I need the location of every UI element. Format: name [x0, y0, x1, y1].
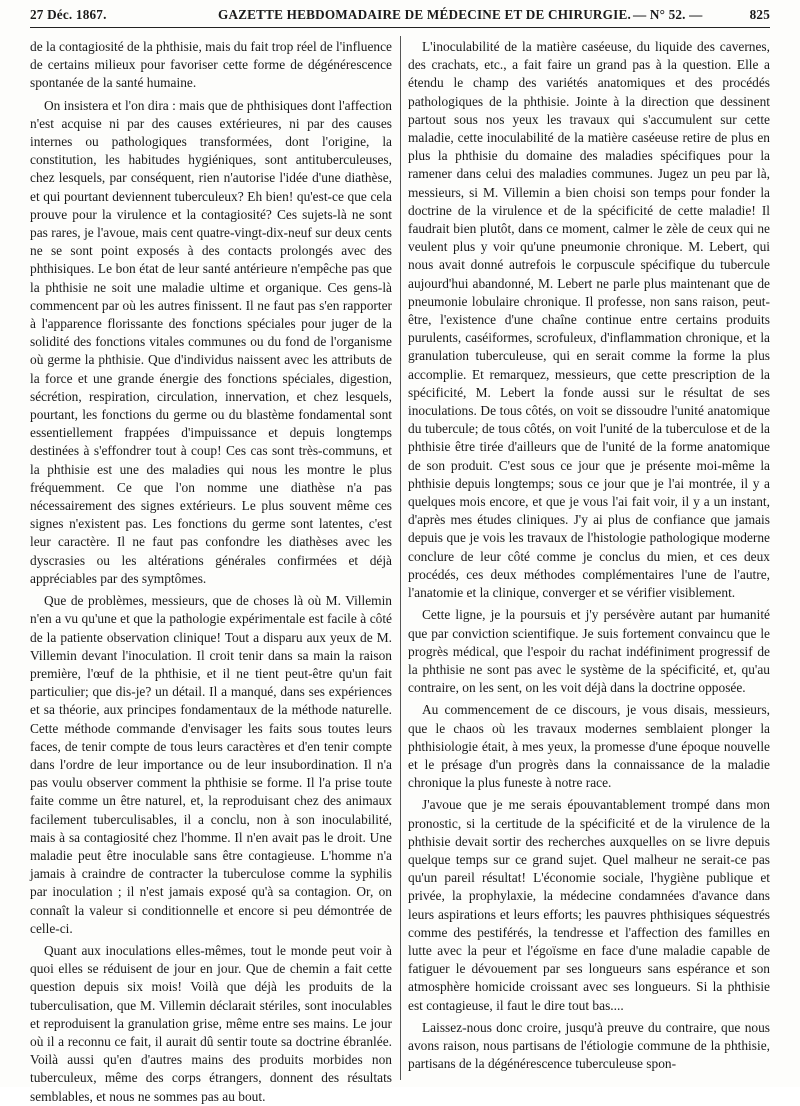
paragraph: Cette ligne, je la poursuis et j'y persévère autant par humanité que par conviction scientifique. Je suis fortement convaincu que le progrès médical, que l'espoir du rachat indéfiniment progressif de la phthisie ne sont pas avec le système de la spécificité, et, qu'au contraire, on les sent, on les voit déjà dans la doctrine opposée.	[408, 607, 770, 696]
header-date: 27 Déc. 1867.	[30, 7, 107, 22]
running-header	[30, 3, 770, 28]
paragraph: Que de problèmes, messieurs, que de choses là où M. Villemin n'en a vu qu'une et que la pathologie expérimentale est facile à côté de la patiente observation clinique! Tout a disparu aux yeux de M. Villemin devant l'inoculation. Il croit tenir dans sa main la raison première, l'œuf de la phthisie, et il ne tient peut-être qu'un fait particulier; que dis-je? un détail. Il a manqué, dans ses expériences et sa théorie, aux principes fondamentaux de la méthode naturelle. Cette méthode commande d'envisager les faits sous toutes leurs faces, de tenir compte de tous leurs caractères et d'en tenir compte dans l'ordre de leur importance ou de leur insubordination. Il n'a pas voulu observer comment la phthisie se forme. Il l'a prise toute faite comme un être naturel, et, la reproduisant chez des animaux facilement tuberculisables, il a conclu, non à son inoculabilité, mais à sa contagiosité chez l'homme. Il n'en avait pas le droit. Une maladie peut être inoculable sans être contagieuse. L'homme n'a jamais à craindre de contracter la tuberculose comme la syphilis par inoculation ; il n'est jamais exposé qu'à sa contagion. Or, on connaît la valeur si conditionnelle et encore si peu démontrée de celle-ci.	[30, 593, 392, 936]
header-page-number: 825	[749, 7, 770, 22]
right-column	[408, 38, 770, 1078]
column-divider	[400, 36, 401, 1080]
paragraph: de la contagiosité de la phthisie, mais du fait trop réel de l'influence de certains milieux pour favoriser cette forme de dégénérescence spontanée de la santé humaine.	[30, 39, 392, 91]
paragraph: Laissez-nous donc croire, jusqu'à preuve du contraire, que nous avons raison, nous partisans de l'étiologie commune de la phthisie, partisans de la dégénérescence tuberculeuse spon-	[408, 1019, 770, 1072]
paragraph: Au commencement de ce discours, je vous disais, messieurs, que le chaos où les travaux modernes semblaient plonger la phthisiologie était, à mes yeux, la promesse d'une époque nouvelle et le présage d'un progrès dans la connaissance de la maladie chronique la plus funeste à notre race.	[408, 702, 770, 791]
paragraph: L'inoculabilité de la matière caséeuse, du liquide des cavernes, des crachats, etc., a fait faire un grand pas à la question. Elle a étendu le champ des variétés anatomiques et des procédés pathologiques de la phthisie. Jointe à la direction que dessinent partout sous nos yeux les travaux qui s'accumulent sur cette maladie, cette inoculabilité de la matière caséeuse retire de plus en plus la phthisie du domaine des maladies spécifiques pour la ramener dans celui des maladies communes. Jugez un peu par là, messieurs, si M. Villemin a bien choisi son temps pour fonder la doctrine de la virulence et de la spécificité de cette maladie! Il faudrait bien plutôt, dans ce moment, calmer le zèle de ceux qui ne veulent plus y voir qu'une pneumonie chronique. M. Lebert, qui nous avait donné autrefois le corpuscule spécifique du tubercule aujourd'hui abandonné, M. Lebert ne parle plus maintenant que de pneumonie lobulaire chronique. Il professe, non sans raison, peut-être, l'existence d'une chaîne continue entre certains produits purulents, caséiformes, scrofuleux, d'inflammation chronique, et la granulation tuberculeuse, qui en serait comme la forme la plus accomplie. Et remarquez, messieurs, que cette prescription de la spécificité, M. Lebert la fonde aussi sur le résultat de ses inoculations. De tous côtés, on voit se dissoudre l'unité anatomique du tubercule; de tous côtés, on voit l'unité de la tuberculose et de la phthisie être tirée d'ailleurs que de l'unité de la forme anatomique de son produit. C'est sous ce jour que je présente moi-même la phthisie depuis longtemps; sous ce jour que je l'ai montrée, il y a quelques mois encore, et que je vous l'ai fait voir, il y a un instant, d'après mes études cliniques. J'y ai plus de confiance que jamais depuis que je vois les travaux de l'histologie pathologique moderne conclure de leur côté comme je conclus du mien, et ces deux procédés, ces deux méthodes complémentaires l'une de l'autre, l'anatomie et la clinique, converger et se vérifier visiblement.	[408, 39, 770, 601]
paragraph: On insistera et l'on dira : mais que de phthisiques dont l'affection n'est acquise ni par des causes extérieures, ni par des causes internes ou pathologiques transformées, dont l'origine, la constitution, les habitudes hygiéniques, sont antituberculeuses, chez lesquels, par conséquent, rien n'autorise l'idée d'une diathèse, et qui pourtant deviennent tuberculeux? Eh bien! qu'est-ce que cela prouve pour la virulence et la contagiosité? Ces sujets-là ne sont pas rares, je l'avoue, mais cent quatre-vingt-dix-neuf sur deux cents ne se sont point exposés à des contacts prolongés avec des phthisiques. Le bon état de leur santé antérieure n'empêche pas que la phthisie ne soit une maladie ultime et organique. Ces gens-là commencent par où les autres finissent. Il ne faut pas s'en rapporter à l'apparence florissante des fonctions spéciales pour juger de la solidité des fonctions vitales communes ou du fond de l'organisme où germe la phthisie. Que d'individus naissent avec les attributs de la force et une grande énergie des fonctions spéciales, digestion, sécrétion, respiration, circulation, innervation, et chez lesquels, pourtant, les fonctions du germe ou du blastème fondamental sont essentiellement frappées d'impuissance et depuis longtemps destinées à s'effondrer tout à coup! Ces cas sont très-communs, et la phthisie est une des maladies qui nous les montre le plus fréquemment. Ce que l'on nomme une diathèse n'a pas nécessairement des signes extérieurs. Le plus souvent même ces signes n'existent pas. Les fonctions du germe sont latentes, c'est leur caractère. Il ne faut pas confondre les diathèses avec les dyscrasies ou les altérations générales confirmées et déjà appréciables par des symptômes.	[30, 97, 392, 586]
left-column	[30, 38, 392, 1104]
header-issue-number: — N° 52. —	[633, 7, 703, 22]
paragraph: Quant aux inoculations elles-mêmes, tout le monde peut voir à quoi elles se réduisent de jour en jour. Que de chemin a fait cette question depuis six mois! Voilà que déjà les produits de la tuberculisation, que M. Villemin déclarait stériles, sont inoculables et reproduisent la granulation grise, même entre ses mains. Le jour où il a reconnu ce fait, il aurait dû sentir toute sa doctrine ébranlée. Voilà aussi qu'en d'autres mains des produits morbides non tuberculeux, même des corps étrangers, donnent des résultats semblables, et nous ne sommes pas au bout.	[30, 942, 392, 1104]
header-journal-title: GAZETTE HEBDOMADAIRE DE MÉDECINE ET DE CHIRURGIE.	[218, 7, 631, 22]
paragraph: J'avoue que je me serais épouvantablement trompé dans mon pronostic, si la certitude de la spécificité et de la virulence de la phthisie devait sortir des recherches auxquelles on se livre depuis quelque temps sur ce grand sujet. Quel malheur ne serait-ce pas qu'un pareil résultat! L'économie sociale, l'hygiène publique et privée, la prophylaxie, la médecine condamnées d'avance dans leurs aspirations et leurs efforts; les pauvres phthisiques séquestrés comme des pestiférés, la tendresse et l'affection des familles en lutte avec la peur et l'égoïsme en face d'une maladie capable de fatiguer le dévouement par ses longueurs sans espérance et son atmosphère homicide croissant avec ses longueurs. Si la phthisie est contagieuse, il faut le dire tout bas....	[408, 797, 770, 1013]
